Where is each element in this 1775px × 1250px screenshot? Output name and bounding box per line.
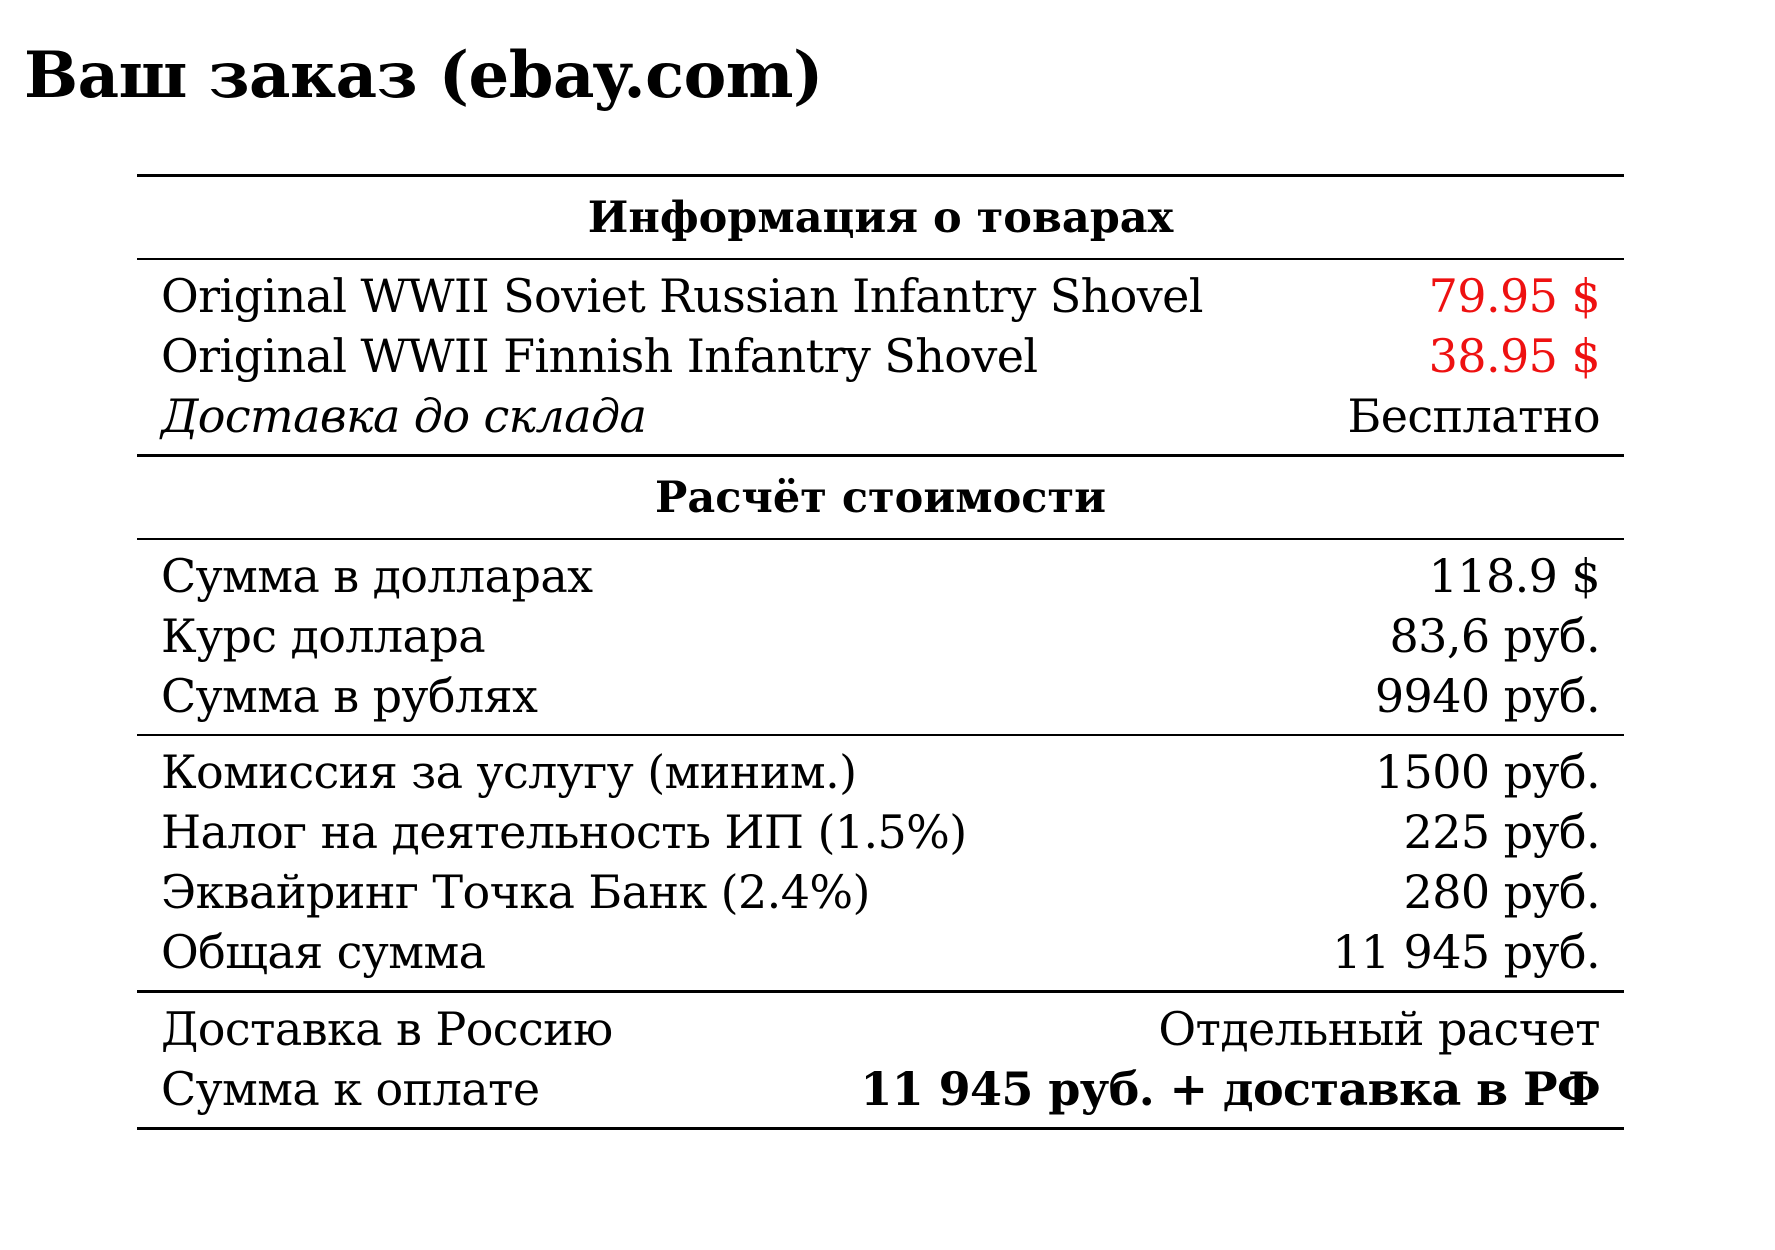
- calculation-section-header: Расчёт стоимости: [655, 472, 1106, 523]
- items-rows: [137, 260, 1624, 454]
- final-rows: [137, 993, 1624, 1127]
- amount-due-label: Сумма к оплате: [161, 1062, 540, 1116]
- exchange-rate-value: 83,6 руб.: [1389, 609, 1600, 663]
- tax-row: [161, 802, 1600, 862]
- item-price: 38.95 $: [1428, 329, 1600, 383]
- items-section-header: Информация о товарах: [587, 192, 1174, 243]
- warehouse-delivery-row: [161, 386, 1600, 446]
- item-price: 79.95 $: [1428, 269, 1600, 323]
- amount-due-value: 11 945 руб. + доставка в РФ: [860, 1062, 1600, 1116]
- tax-value: 225 руб.: [1403, 805, 1600, 859]
- table-bottom-rule: [137, 1127, 1624, 1130]
- warehouse-delivery-label: Доставка до склада: [161, 389, 647, 443]
- acquiring-value: 280 руб.: [1403, 865, 1600, 919]
- acquiring-label: Эквайринг Точка Банк (2.4%): [161, 865, 870, 919]
- usd-total-row: [161, 546, 1600, 606]
- fee-rows: [137, 736, 1624, 990]
- service-fee-label: Комиссия за услугу (миним.): [161, 745, 857, 799]
- service-fee-row: [161, 742, 1600, 802]
- conversion-rows: [137, 540, 1624, 734]
- rub-total-row: [161, 666, 1600, 726]
- page-title: Ваш заказ (ebay.com): [24, 38, 823, 113]
- exchange-rate-row: [161, 606, 1600, 666]
- grand-total-label: Общая сумма: [161, 925, 486, 979]
- order-summary-table: [137, 174, 1624, 1130]
- service-fee-value: 1500 руб.: [1374, 745, 1600, 799]
- exchange-rate-label: Курс доллара: [161, 609, 486, 663]
- rub-total-label: Сумма в рублях: [161, 669, 538, 723]
- warehouse-delivery-value: Бесплатно: [1347, 389, 1600, 443]
- item-row: [161, 266, 1600, 326]
- item-name: Original WWII Soviet Russian Infantry Shovel: [161, 269, 1203, 323]
- amount-due-row: [161, 1059, 1600, 1119]
- rub-total-value: 9940 руб.: [1374, 669, 1600, 723]
- item-name: Original WWII Finnish Infantry Shovel: [161, 329, 1038, 383]
- usd-total-label: Сумма в долларах: [161, 549, 593, 603]
- usd-total-value: 118.9 $: [1428, 549, 1600, 603]
- grand-total-value: 11 945 руб.: [1332, 925, 1600, 979]
- item-row: [161, 326, 1600, 386]
- russia-delivery-row: [161, 999, 1600, 1059]
- grand-total-row: [161, 922, 1600, 982]
- russia-delivery-value: Отдельный расчет: [1158, 1002, 1600, 1056]
- russia-delivery-label: Доставка в Россию: [161, 1002, 613, 1056]
- tax-label: Налог на деятельность ИП (1.5%): [161, 805, 967, 859]
- acquiring-row: [161, 862, 1600, 922]
